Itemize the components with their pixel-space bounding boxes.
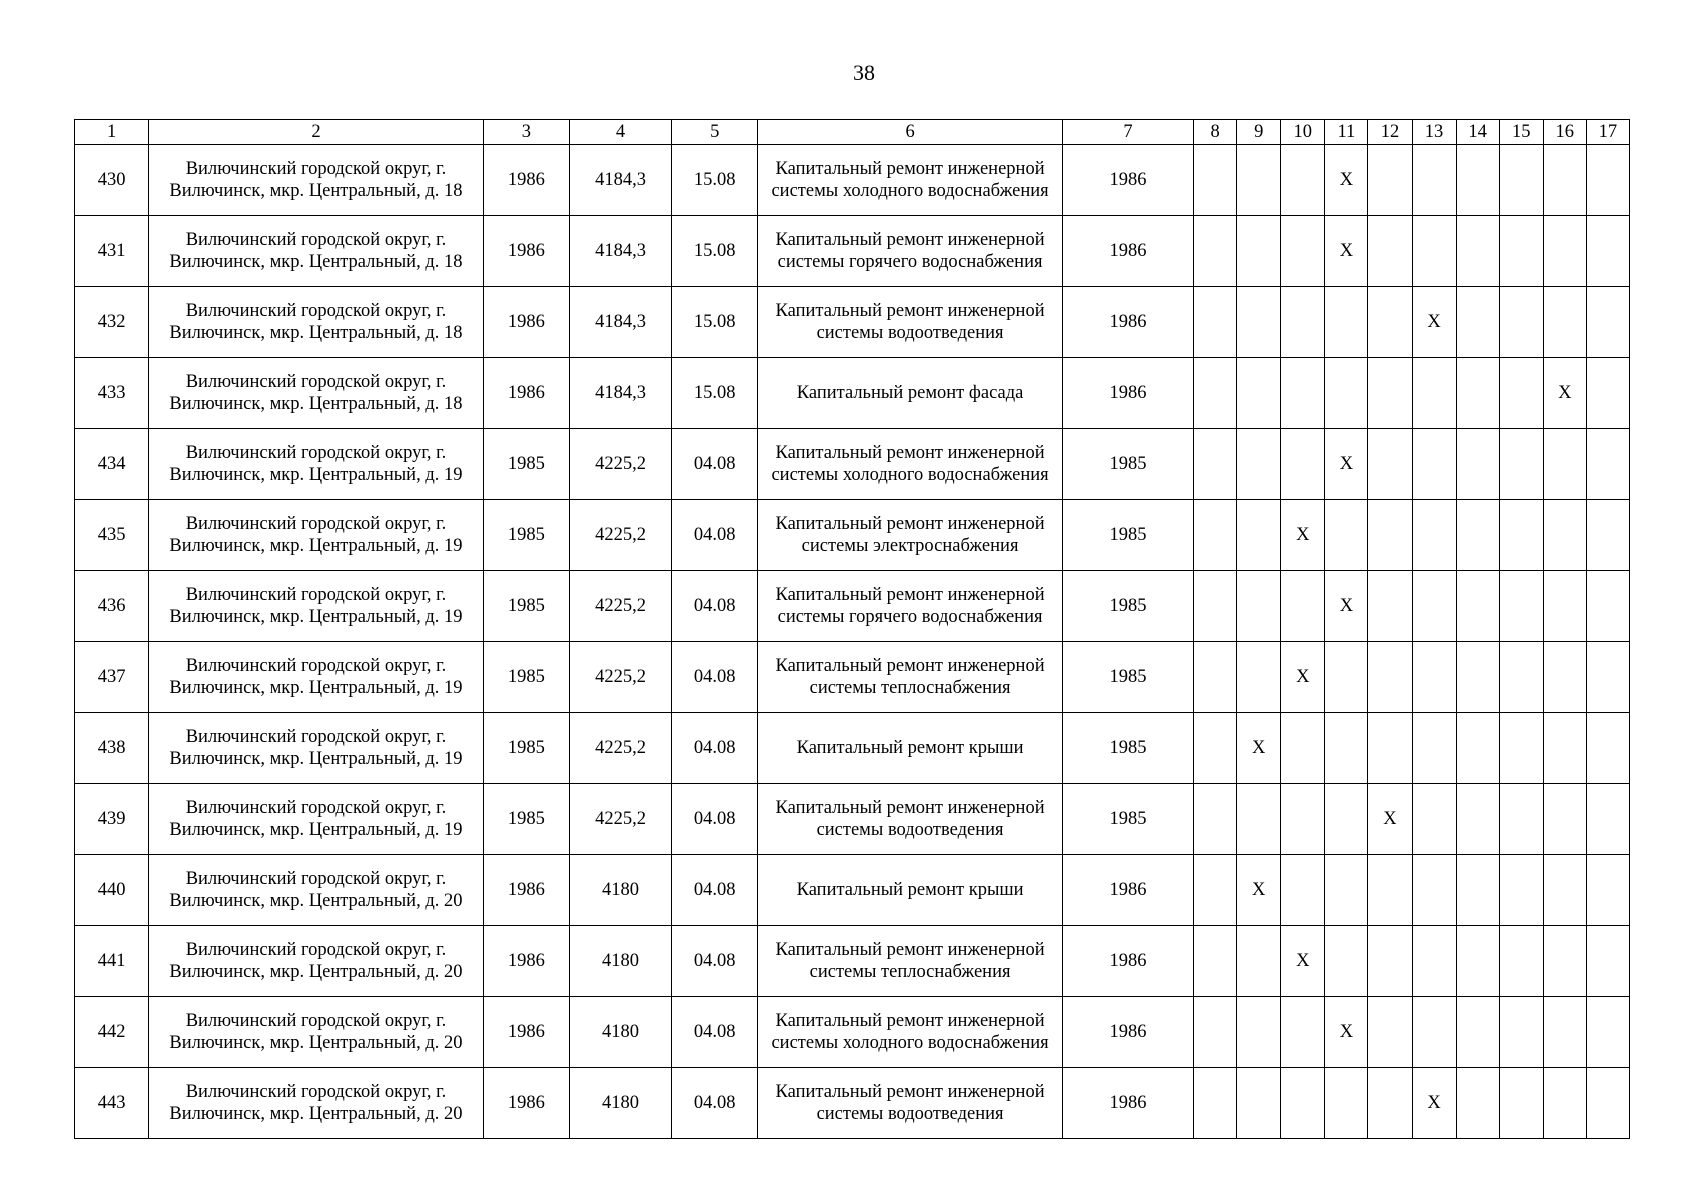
date-cell: 15.08 [672,358,758,429]
work-type-cell: Капитальный ремонт инженерной системы водоотведения [758,287,1063,358]
build-year-cell: 1986 [483,145,569,216]
empty-cell [1194,1068,1237,1139]
empty-cell [1281,784,1325,855]
empty-cell [1586,145,1629,216]
date-cell: 04.08 [672,997,758,1068]
empty-cell [1194,784,1237,855]
row-number-cell: 432 [75,287,149,358]
column-header-17: 17 [1586,120,1629,145]
empty-cell [1412,642,1456,713]
row-number-cell: 436 [75,571,149,642]
mark-cell: Х [1281,642,1325,713]
build-year-cell: 1986 [483,358,569,429]
table-row [75,997,1630,1068]
empty-cell [1499,784,1543,855]
empty-cell [1543,642,1586,713]
empty-cell [1412,784,1456,855]
table-row [75,571,1630,642]
mark-cell: Х [1412,1068,1456,1139]
year-cell: 1986 [1062,855,1193,926]
empty-cell [1237,784,1281,855]
empty-cell [1456,429,1499,500]
row-number-cell: 435 [75,500,149,571]
row-number-cell: 441 [75,926,149,997]
date-cell: 04.08 [672,571,758,642]
column-header-16: 16 [1543,120,1586,145]
row-number-cell: 434 [75,429,149,500]
table-row [75,642,1630,713]
empty-cell [1586,429,1629,500]
empty-cell [1456,855,1499,926]
column-header-7: 7 [1062,120,1193,145]
row-number-cell: 440 [75,855,149,926]
mark-cell: Х [1237,713,1281,784]
date-cell: 04.08 [672,926,758,997]
row-number-cell: 438 [75,713,149,784]
empty-cell [1412,571,1456,642]
empty-cell [1194,145,1237,216]
column-header-12: 12 [1368,120,1412,145]
mark-cell: Х [1325,997,1368,1068]
address-cell: Вилючинский городской округ, г. Вилючинск, мкр. Центральный, д. 19 [149,429,484,500]
year-cell: 1986 [1062,997,1193,1068]
build-year-cell: 1986 [483,997,569,1068]
table-row [75,713,1630,784]
empty-cell [1543,571,1586,642]
area-cell: 4184,3 [569,145,671,216]
work-type-cell: Капитальный ремонт крыши [758,855,1063,926]
empty-cell [1194,287,1237,358]
work-type-cell: Капитальный ремонт инженерной системы теплоснабжения [758,926,1063,997]
empty-cell [1499,642,1543,713]
address-cell: Вилючинский городской округ, г. Вилючинск, мкр. Центральный, д. 19 [149,500,484,571]
empty-cell [1194,358,1237,429]
empty-cell [1412,216,1456,287]
empty-cell [1194,855,1237,926]
build-year-cell: 1985 [483,429,569,500]
empty-cell [1543,855,1586,926]
empty-cell [1499,287,1543,358]
address-cell: Вилючинский городской округ, г. Вилючинск, мкр. Центральный, д. 20 [149,926,484,997]
empty-cell [1368,145,1412,216]
empty-cell [1237,500,1281,571]
area-cell: 4225,2 [569,571,671,642]
area-cell: 4184,3 [569,216,671,287]
work-type-cell: Капитальный ремонт инженерной системы водоотведения [758,784,1063,855]
year-cell: 1985 [1062,713,1193,784]
address-cell: Вилючинский городской округ, г. Вилючинск, мкр. Центральный, д. 20 [149,997,484,1068]
empty-cell [1543,500,1586,571]
empty-cell [1325,500,1368,571]
address-cell: Вилючинский городской округ, г. Вилючинск, мкр. Центральный, д. 19 [149,713,484,784]
empty-cell [1456,926,1499,997]
empty-cell [1237,287,1281,358]
year-cell: 1985 [1062,429,1193,500]
row-number-cell: 431 [75,216,149,287]
address-cell: Вилючинский городской округ, г. Вилючинск, мкр. Центральный, д. 18 [149,358,484,429]
table-row [75,216,1630,287]
table-row [75,500,1630,571]
empty-cell [1368,642,1412,713]
empty-cell [1412,855,1456,926]
empty-cell [1194,429,1237,500]
empty-cell [1237,571,1281,642]
mark-cell: Х [1281,926,1325,997]
empty-cell [1499,926,1543,997]
mark-cell: Х [1325,145,1368,216]
empty-cell [1586,855,1629,926]
mark-cell: Х [1368,784,1412,855]
empty-cell [1237,429,1281,500]
empty-cell [1586,713,1629,784]
area-cell: 4184,3 [569,287,671,358]
work-type-cell: Капитальный ремонт фасада [758,358,1063,429]
table-row [75,358,1630,429]
date-cell: 04.08 [672,855,758,926]
empty-cell [1543,997,1586,1068]
empty-cell [1281,358,1325,429]
empty-cell [1368,997,1412,1068]
empty-cell [1586,216,1629,287]
empty-cell [1194,571,1237,642]
empty-cell [1586,642,1629,713]
work-type-cell: Капитальный ремонт инженерной системы холодного водоснабжения [758,997,1063,1068]
empty-cell [1456,358,1499,429]
empty-cell [1543,1068,1586,1139]
empty-cell [1368,500,1412,571]
empty-cell [1412,358,1456,429]
work-type-cell: Капитальный ремонт инженерной системы горячего водоснабжения [758,571,1063,642]
date-cell: 04.08 [672,642,758,713]
address-cell: Вилючинский городской округ, г. Вилючинск, мкр. Центральный, д. 19 [149,642,484,713]
year-cell: 1986 [1062,358,1193,429]
empty-cell [1543,287,1586,358]
date-cell: 15.08 [672,216,758,287]
empty-cell [1281,216,1325,287]
date-cell: 15.08 [672,287,758,358]
area-cell: 4180 [569,1068,671,1139]
empty-cell [1412,713,1456,784]
empty-cell [1456,784,1499,855]
work-type-cell: Капитальный ремонт инженерной системы теплоснабжения [758,642,1063,713]
mark-cell: Х [1412,287,1456,358]
column-header-14: 14 [1456,120,1499,145]
year-cell: 1986 [1062,145,1193,216]
year-cell: 1985 [1062,784,1193,855]
address-cell: Вилючинский городской округ, г. Вилючинск, мкр. Центральный, д. 18 [149,287,484,358]
column-header-2: 2 [149,120,484,145]
column-header-3: 3 [483,120,569,145]
empty-cell [1281,1068,1325,1139]
empty-cell [1586,287,1629,358]
year-cell: 1986 [1062,216,1193,287]
work-type-cell: Капитальный ремонт инженерной системы холодного водоснабжения [758,145,1063,216]
empty-cell [1194,713,1237,784]
empty-cell [1499,216,1543,287]
build-year-cell: 1986 [483,287,569,358]
empty-cell [1456,997,1499,1068]
year-cell: 1986 [1062,1068,1193,1139]
empty-cell [1237,926,1281,997]
area-cell: 4225,2 [569,642,671,713]
empty-cell [1237,216,1281,287]
row-number-cell: 442 [75,997,149,1068]
address-cell: Вилючинский городской округ, г. Вилючинск, мкр. Центральный, д. 18 [149,216,484,287]
work-type-cell: Капитальный ремонт инженерной системы холодного водоснабжения [758,429,1063,500]
empty-cell [1325,713,1368,784]
empty-cell [1281,571,1325,642]
empty-cell [1499,358,1543,429]
column-header-1: 1 [75,120,149,145]
date-cell: 04.08 [672,713,758,784]
empty-cell [1456,713,1499,784]
build-year-cell: 1985 [483,571,569,642]
empty-cell [1586,571,1629,642]
empty-cell [1368,1068,1412,1139]
column-header-9: 9 [1237,120,1281,145]
empty-cell [1237,358,1281,429]
empty-cell [1456,1068,1499,1139]
address-cell: Вилючинский городской округ, г. Вилючинск, мкр. Центральный, д. 20 [149,855,484,926]
table-row [75,145,1630,216]
empty-cell [1194,926,1237,997]
mark-cell: Х [1325,216,1368,287]
area-cell: 4225,2 [569,784,671,855]
empty-cell [1368,429,1412,500]
year-cell: 1985 [1062,571,1193,642]
empty-cell [1237,145,1281,216]
empty-cell [1237,642,1281,713]
empty-cell [1456,500,1499,571]
empty-cell [1368,287,1412,358]
area-cell: 4225,2 [569,713,671,784]
address-cell: Вилючинский городской округ, г. Вилючинск, мкр. Центральный, д. 19 [149,784,484,855]
empty-cell [1456,145,1499,216]
row-number-cell: 437 [75,642,149,713]
build-year-cell: 1985 [483,642,569,713]
area-cell: 4184,3 [569,358,671,429]
empty-cell [1412,429,1456,500]
empty-cell [1325,358,1368,429]
row-number-cell: 443 [75,1068,149,1139]
area-cell: 4180 [569,855,671,926]
build-year-cell: 1986 [483,926,569,997]
empty-cell [1586,926,1629,997]
column-header-15: 15 [1499,120,1543,145]
address-cell: Вилючинский городской округ, г. Вилючинск, мкр. Центральный, д. 18 [149,145,484,216]
empty-cell [1543,145,1586,216]
date-cell: 04.08 [672,429,758,500]
empty-cell [1499,855,1543,926]
date-cell: 15.08 [672,145,758,216]
build-year-cell: 1986 [483,855,569,926]
table-row [75,287,1630,358]
build-year-cell: 1985 [483,500,569,571]
empty-cell [1586,1068,1629,1139]
table-row [75,429,1630,500]
empty-cell [1237,997,1281,1068]
empty-cell [1499,429,1543,500]
empty-cell [1368,855,1412,926]
repair-schedule-table [74,119,1630,1139]
empty-cell [1456,642,1499,713]
empty-cell [1325,1068,1368,1139]
empty-cell [1586,358,1629,429]
row-number-cell: 430 [75,145,149,216]
column-header-13: 13 [1412,120,1456,145]
empty-cell [1543,216,1586,287]
empty-cell [1412,926,1456,997]
empty-cell [1499,500,1543,571]
empty-cell [1586,500,1629,571]
year-cell: 1986 [1062,926,1193,997]
empty-cell [1368,216,1412,287]
empty-cell [1325,642,1368,713]
empty-cell [1368,358,1412,429]
year-cell: 1985 [1062,642,1193,713]
mark-cell: Х [1325,429,1368,500]
mark-cell: Х [1281,500,1325,571]
empty-cell [1281,713,1325,784]
area-cell: 4180 [569,926,671,997]
empty-cell [1499,997,1543,1068]
empty-cell [1281,287,1325,358]
empty-cell [1586,784,1629,855]
empty-cell [1412,500,1456,571]
empty-cell [1456,287,1499,358]
empty-cell [1281,855,1325,926]
build-year-cell: 1985 [483,784,569,855]
empty-cell [1281,145,1325,216]
empty-cell [1543,784,1586,855]
address-cell: Вилючинский городской округ, г. Вилючинск, мкр. Центральный, д. 19 [149,571,484,642]
area-cell: 4180 [569,997,671,1068]
date-cell: 04.08 [672,1068,758,1139]
build-year-cell: 1986 [483,216,569,287]
empty-cell [1325,926,1368,997]
table-row [75,784,1630,855]
empty-cell [1412,997,1456,1068]
empty-cell [1499,571,1543,642]
empty-cell [1325,784,1368,855]
column-header-11: 11 [1325,120,1368,145]
empty-cell [1499,713,1543,784]
empty-cell [1499,1068,1543,1139]
empty-cell [1325,855,1368,926]
empty-cell [1499,145,1543,216]
empty-cell [1368,571,1412,642]
empty-cell [1194,500,1237,571]
work-type-cell: Капитальный ремонт инженерной системы электроснабжения [758,500,1063,571]
empty-cell [1281,429,1325,500]
table-row [75,855,1630,926]
empty-cell [1543,429,1586,500]
mark-cell: Х [1543,358,1586,429]
column-header-6: 6 [758,120,1063,145]
empty-cell [1281,997,1325,1068]
work-type-cell: Капитальный ремонт крыши [758,713,1063,784]
work-type-cell: Капитальный ремонт инженерной системы горячего водоснабжения [758,216,1063,287]
empty-cell [1543,713,1586,784]
empty-cell [1194,997,1237,1068]
empty-cell [1456,216,1499,287]
year-cell: 1985 [1062,500,1193,571]
empty-cell [1543,926,1586,997]
column-header-4: 4 [569,120,671,145]
area-cell: 4225,2 [569,429,671,500]
row-number-cell: 433 [75,358,149,429]
build-year-cell: 1985 [483,713,569,784]
work-type-cell: Капитальный ремонт инженерной системы водоотведения [758,1068,1063,1139]
row-number-cell: 439 [75,784,149,855]
empty-cell [1237,1068,1281,1139]
column-header-5: 5 [672,120,758,145]
empty-cell [1368,926,1412,997]
empty-cell [1586,997,1629,1068]
empty-cell [1194,642,1237,713]
empty-cell [1412,145,1456,216]
year-cell: 1986 [1062,287,1193,358]
empty-cell [1368,713,1412,784]
area-cell: 4225,2 [569,500,671,571]
date-cell: 04.08 [672,500,758,571]
table-row [75,926,1630,997]
date-cell: 04.08 [672,784,758,855]
column-header-8: 8 [1194,120,1237,145]
address-cell: Вилючинский городской округ, г. Вилючинск, мкр. Центральный, д. 20 [149,1068,484,1139]
mark-cell: Х [1325,571,1368,642]
mark-cell: Х [1237,855,1281,926]
page-number: 38 [853,60,875,85]
build-year-cell: 1986 [483,1068,569,1139]
table-header-row [75,120,1630,145]
empty-cell [1194,216,1237,287]
empty-cell [1456,571,1499,642]
empty-cell [1325,287,1368,358]
table-body [75,145,1630,1139]
table-row [75,1068,1630,1139]
column-header-10: 10 [1281,120,1325,145]
